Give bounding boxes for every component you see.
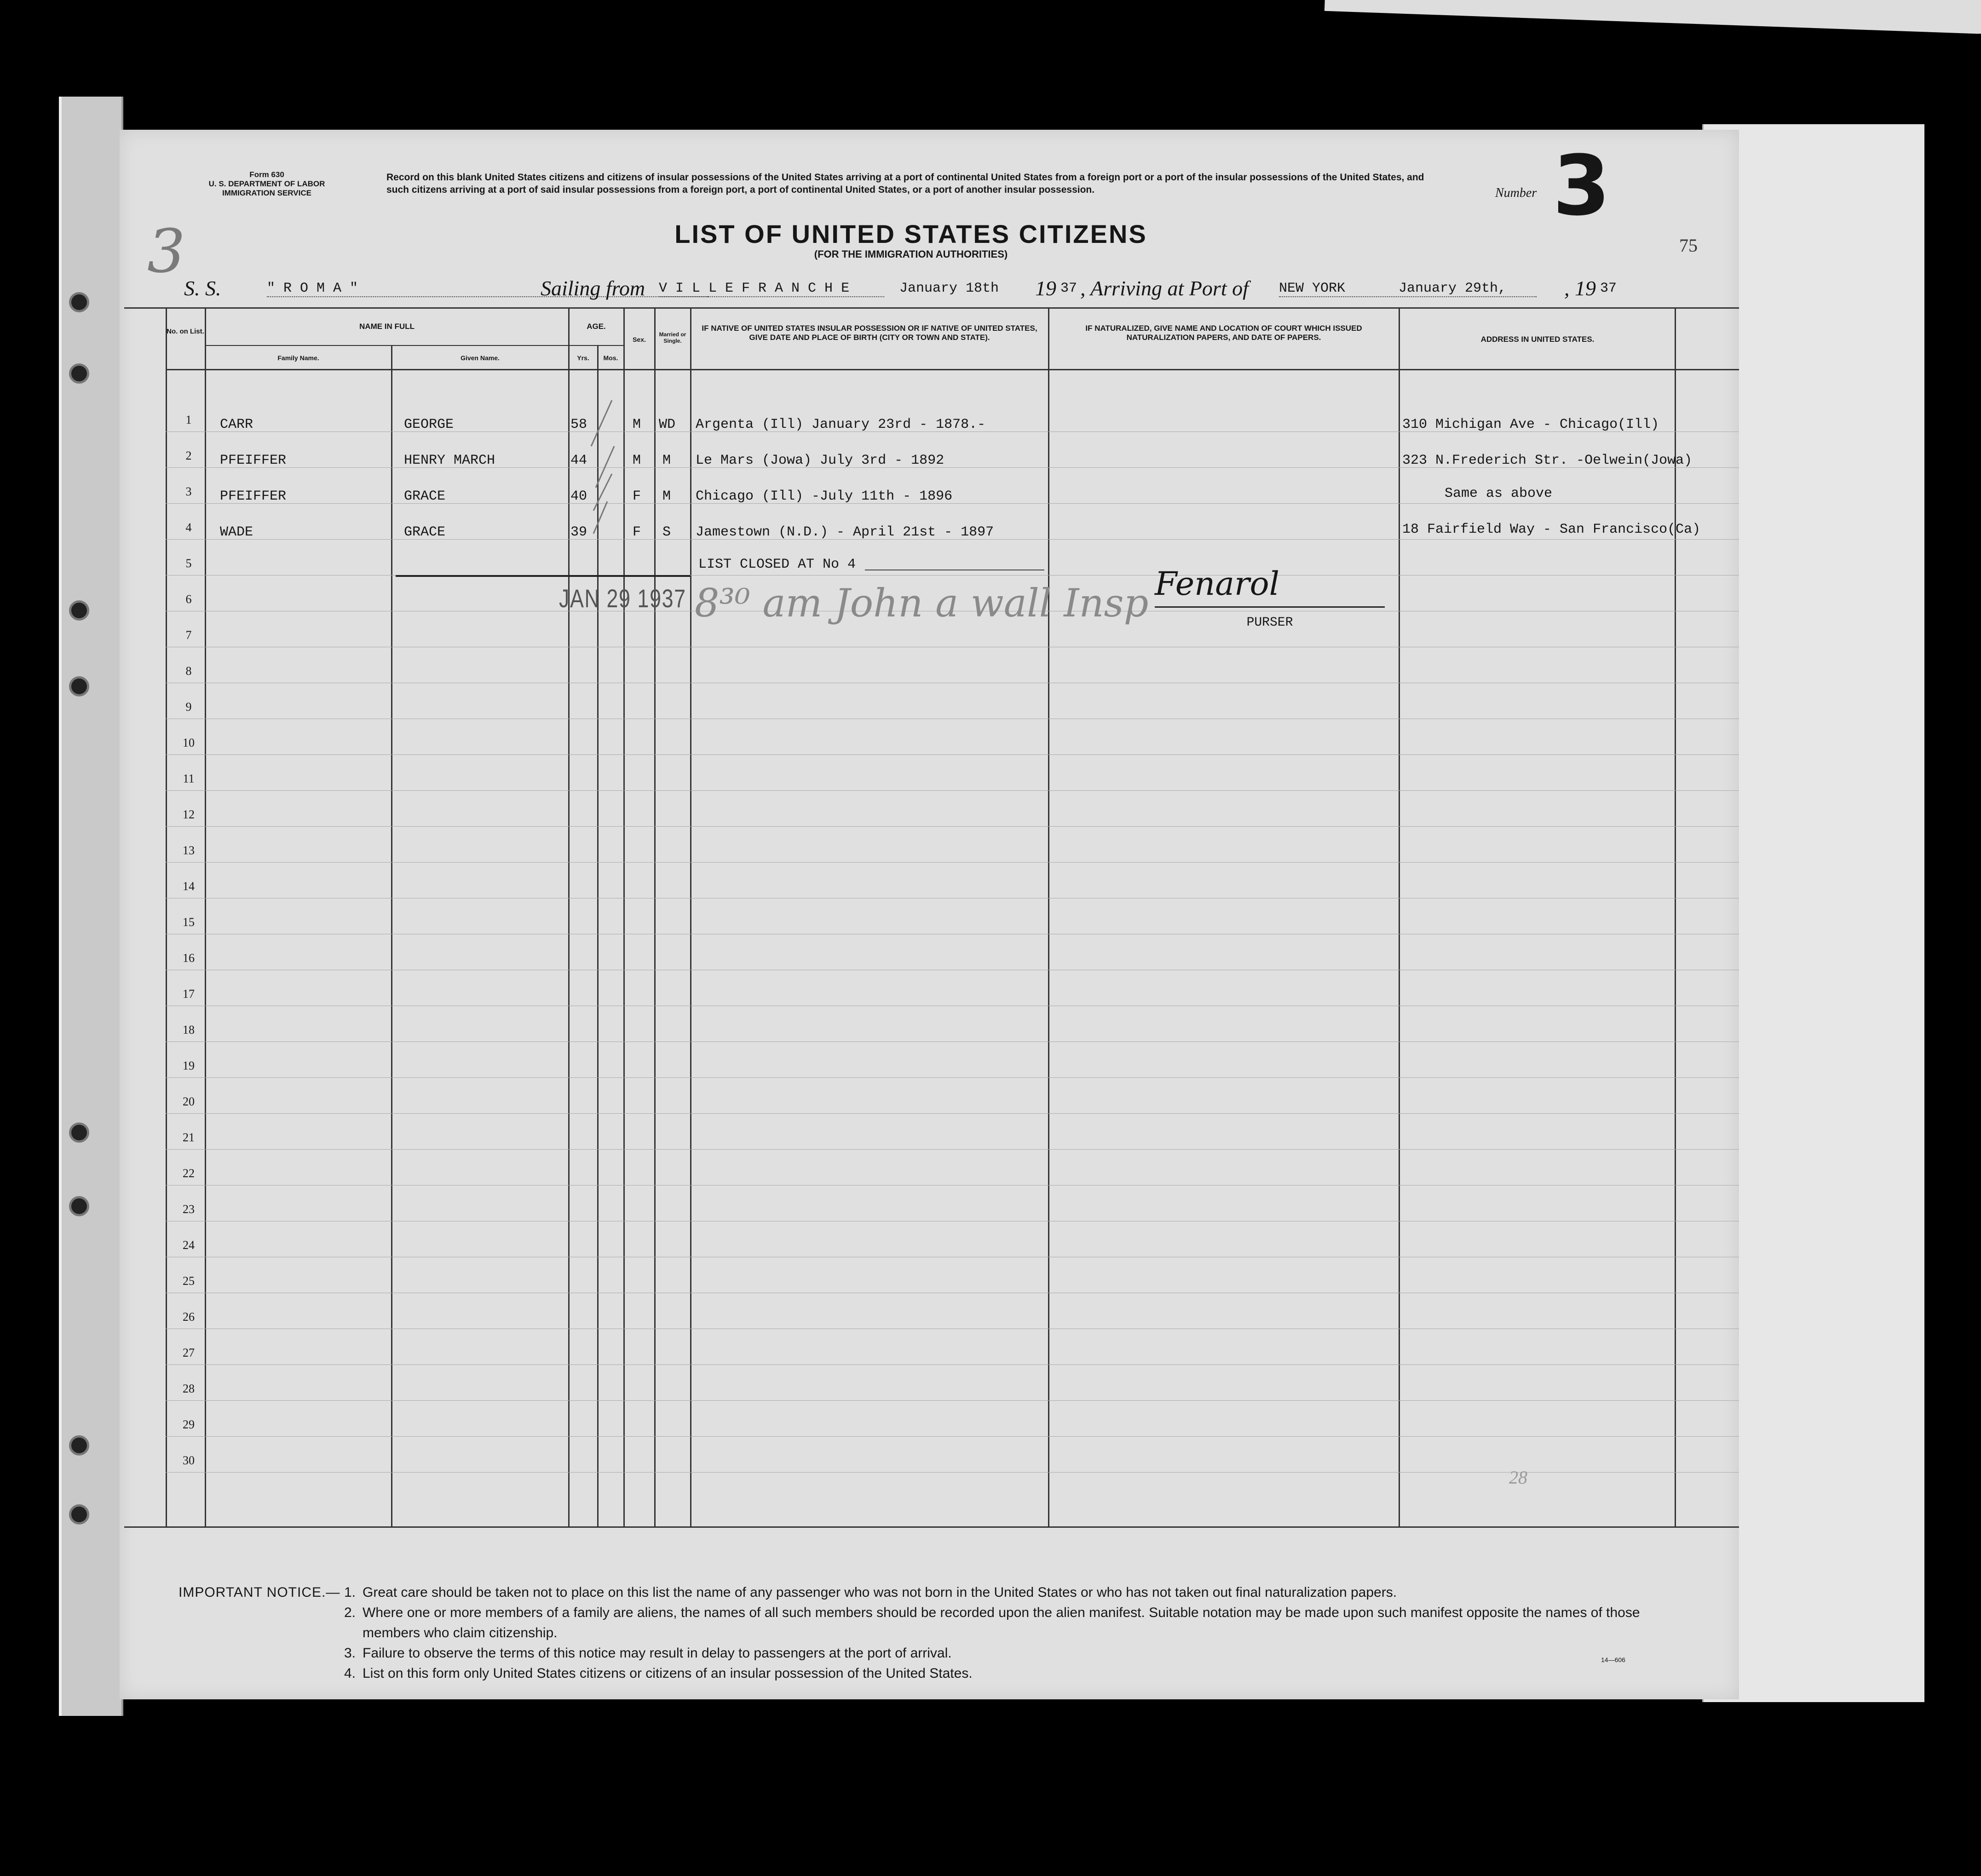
family-name: PFEIFFER	[220, 453, 287, 468]
col-line	[1048, 307, 1049, 1526]
row-rule	[166, 1436, 1739, 1437]
row-number: 3	[185, 485, 192, 498]
col-line	[654, 307, 656, 1526]
row-rule	[166, 862, 1739, 863]
row-rule	[166, 1077, 1739, 1078]
row-number: 28	[183, 1382, 195, 1395]
header-name-in-full: NAME IN FULL	[359, 322, 415, 331]
voyage-line	[184, 274, 1656, 302]
purser-label: PURSER	[1246, 616, 1293, 630]
age-years: 39	[570, 524, 587, 540]
row-rule	[166, 1364, 1739, 1365]
binder-hole	[69, 292, 89, 312]
header-naturalized: IF NATURALIZED, GIVE NAME AND LOCATION OF COURT WHICH ISSUED NATURALIZATION PAPERS, AND DATE OF PAPERS.	[1085, 324, 1362, 342]
age-years: 44	[570, 453, 587, 468]
married-single: S	[662, 524, 671, 540]
sex: M	[633, 453, 641, 468]
row-rule	[166, 1400, 1739, 1401]
row-number: 21	[183, 1131, 195, 1144]
purser-signature: Fenarol	[1155, 565, 1279, 603]
notice-number: 4.	[344, 1666, 356, 1681]
list-number: 3	[1553, 138, 1611, 234]
row-rule	[166, 1149, 1739, 1150]
col-line	[391, 345, 392, 1526]
row-number: 6	[185, 593, 192, 606]
service: IMMIGRATION SERVICE	[222, 189, 311, 197]
row-rule	[166, 826, 1739, 827]
row-rule	[166, 790, 1739, 791]
row-number: 13	[183, 844, 195, 857]
header-age: AGE.	[587, 322, 606, 331]
arrival-year-prefix: , 19	[1564, 276, 1596, 300]
row-number: 27	[183, 1346, 195, 1359]
row-number: 22	[183, 1167, 195, 1180]
col-line	[1675, 307, 1676, 1526]
address: 323 N.Frederich Str. -Oelwein(Jowa)	[1402, 453, 1693, 468]
row-number: 11	[183, 772, 195, 785]
list-closed-note: LIST CLOSED AT No 4	[698, 557, 856, 572]
notice-item	[344, 1583, 1674, 1603]
age-subheader-rule	[568, 345, 623, 346]
row-number: 29	[183, 1418, 195, 1431]
binder-hole	[69, 1504, 89, 1525]
row-number: 26	[183, 1310, 195, 1324]
family-name: WADE	[220, 524, 253, 540]
table-header-rule	[166, 369, 1739, 370]
address: Same as above	[1445, 486, 1553, 501]
binder-hole	[69, 363, 89, 384]
family-name: CARR	[220, 417, 253, 432]
notice-text: List on this form only United States citizens or citizens of an insular possession of the United States.	[363, 1666, 973, 1681]
given-name: GRACE	[404, 524, 446, 540]
sex: F	[633, 489, 641, 504]
name-subheader-rule	[205, 345, 568, 346]
sailing-date: January 18th	[899, 281, 999, 296]
manifest-page	[120, 130, 1739, 1699]
sex: F	[633, 524, 641, 540]
row-rule	[166, 754, 1739, 755]
binder-hole	[69, 1435, 89, 1456]
row-number: 1	[185, 413, 192, 426]
row-number: 15	[183, 915, 195, 929]
table-top-rule	[124, 307, 1739, 309]
sailing-year-prefix: 19	[1035, 276, 1056, 300]
row-number: 9	[185, 700, 192, 714]
sailing-label: Sailing from	[541, 276, 645, 300]
handwritten-mark: 3	[147, 216, 185, 286]
binder-hole	[69, 1196, 89, 1216]
row-number: 7	[185, 628, 192, 642]
pencil-tick-marks	[580, 396, 635, 543]
row-number: 2	[185, 449, 192, 462]
form-number: Form 630	[249, 170, 284, 179]
row-number: 23	[183, 1203, 195, 1216]
married-single: M	[662, 453, 671, 468]
binder-edge	[59, 97, 123, 1716]
notice-item	[344, 1603, 1674, 1643]
row-number: 10	[183, 736, 195, 749]
ss-label: S. S.	[184, 276, 221, 300]
form-print-code: 14—606	[1601, 1656, 1625, 1663]
header-birth: IF NATIVE OF UNITED STATES INSULAR POSSESSION OR IF NATIVE OF UNITED STATES, GIVE DATE AND PLACE OF BIRTH (CITY OR TOWN AND STATE).	[702, 324, 1037, 342]
age-years: 40	[570, 489, 587, 504]
notice-item	[344, 1663, 1674, 1684]
birth-place-date: Jamestown (N.D.) - April 21st - 1897	[696, 524, 994, 540]
birth-place-date: Le Mars (Jowa) July 3rd - 1892	[696, 453, 944, 468]
signature-line	[1155, 606, 1385, 608]
row-rule	[166, 1472, 1739, 1473]
col-line	[568, 307, 570, 1526]
header-given-name: Given Name.	[461, 354, 500, 362]
header-yrs: Yrs.	[577, 354, 589, 362]
port-to: NEW YORK	[1279, 281, 1537, 297]
married-single: M	[662, 489, 671, 504]
page-number: 75	[1679, 235, 1698, 256]
address: 18 Fairfield Way - San Francisco(Ca)	[1402, 522, 1701, 537]
given-name: GRACE	[404, 489, 446, 504]
sex: M	[633, 417, 641, 432]
row-number: 5	[185, 557, 192, 570]
row-number: 30	[183, 1454, 195, 1467]
row-number: 20	[183, 1095, 195, 1108]
row-number: 25	[183, 1274, 195, 1288]
sailing-year: 37	[1060, 281, 1077, 296]
notice-number: 3.	[344, 1646, 356, 1661]
department: U. S. DEPARTMENT OF LABOR	[208, 179, 325, 188]
inspector-handwriting: 8³⁰ am John a wall Insp	[695, 581, 1149, 626]
row-number: 19	[183, 1059, 195, 1072]
header-family-name: Family Name.	[277, 354, 319, 362]
notice-text: Where one or more members of a family are aliens, the names of all such members should be recorded upon the alien manifest. Suitable notation may be made upon such manifest opposite the names of those members who claim citizenship.	[363, 1605, 1640, 1640]
row-number: 4	[185, 521, 192, 534]
address: 310 Michigan Ave - Chicago(Ill)	[1402, 417, 1659, 432]
family-name: PFEIFFER	[220, 489, 287, 504]
row-number: 18	[183, 1023, 195, 1036]
given-name: HENRY MARCH	[404, 453, 495, 468]
arriving-label: , Arriving at Port of	[1080, 276, 1249, 300]
notice-text: Failure to observe the terms of this notice may result in delay to passengers at the port of arrival.	[363, 1646, 952, 1661]
header-no: No. on List.	[167, 328, 204, 335]
pencil-page-mark: 28	[1509, 1467, 1527, 1488]
number-label: Number	[1495, 186, 1537, 200]
ship-name: " R O M A "	[267, 281, 708, 297]
header-married-or-single: Married or Single.	[659, 331, 686, 344]
row-rule	[166, 1113, 1739, 1114]
col-line	[1399, 307, 1400, 1526]
row-number: 14	[183, 880, 195, 893]
record-instructions: Record on this blank United States citizens and citizens of insular possessions of the United States arriving at a port of continental United States from a foreign port or a port of the insular possessions of the United States, and such citizens arriving at a port of said insular possessions from a foreign port, a port of continental United States, or a port of another insular possession.	[386, 172, 1424, 195]
notice-number: 1.	[344, 1585, 356, 1600]
header-address: ADDRESS IN UNITED STATES.	[1480, 335, 1595, 344]
col-line	[166, 307, 167, 1526]
header-mos: Mos.	[603, 354, 618, 362]
notice-item	[344, 1643, 1674, 1663]
row-number: 16	[183, 951, 195, 965]
header-sex: Sex.	[633, 336, 646, 343]
document-title: LIST OF UNITED STATES CITIZENS	[674, 219, 1147, 248]
arrival-year: 37	[1600, 281, 1617, 296]
document-subtitle: (FOR THE IMMIGRATION AUTHORITIES)	[814, 248, 1008, 260]
closing-rule	[396, 575, 690, 577]
row-number: 24	[183, 1238, 195, 1252]
table-bottom-rule	[124, 1526, 1739, 1528]
row-number: 17	[183, 987, 195, 1001]
binder-hole	[69, 600, 89, 621]
married-single: WD	[659, 417, 676, 432]
given-name: GEORGE	[404, 417, 454, 432]
row-number: 12	[183, 808, 195, 821]
row-number: 8	[185, 664, 192, 678]
col-line	[690, 307, 691, 1526]
notice-number: 2.	[344, 1605, 356, 1620]
binder-hole	[69, 676, 89, 696]
birth-place-date: Argenta (Ill) January 23rd - 1878.-	[696, 417, 986, 432]
age-years: 58	[570, 417, 587, 432]
notice-label: IMPORTANT NOTICE.—	[179, 1585, 340, 1600]
binder-hole	[69, 1122, 89, 1143]
date-stamp: JAN 29 1937	[559, 584, 686, 613]
port-from: V I L L E F R A N C H E	[659, 281, 884, 297]
notice-text: Great care should be taken not to place on this list the name of any passenger who was not born in the United States or who has not taken out final naturalization papers.	[363, 1585, 1397, 1600]
arrival-date: January 29th,	[1399, 281, 1507, 296]
form-identifier	[166, 170, 368, 198]
birth-place-date: Chicago (Ill) -July 11th - 1896	[696, 489, 953, 504]
